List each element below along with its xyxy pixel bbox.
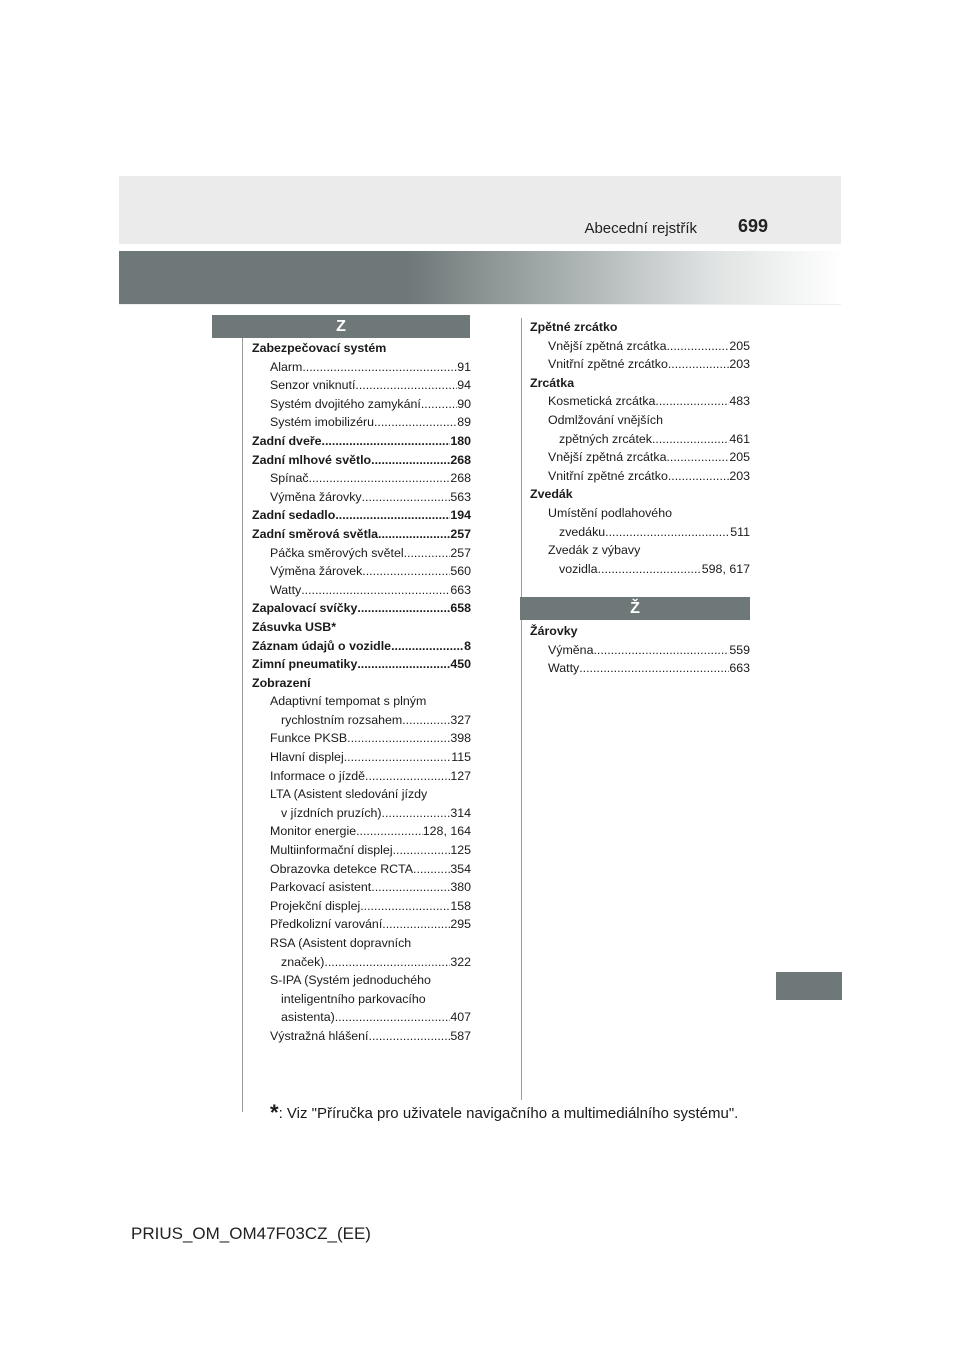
entry-term: Zimní pneumatiky xyxy=(252,657,358,672)
entry-page: 354 xyxy=(450,861,471,876)
dot-leader xyxy=(357,599,450,618)
index-entry xyxy=(252,1008,471,1027)
entry-term: značek) xyxy=(281,954,325,969)
entry-term: Výstražná hlášení xyxy=(270,1028,369,1043)
entry-term: asistenta) xyxy=(281,1010,335,1025)
entry-page: 380 xyxy=(450,880,471,895)
index-entry xyxy=(252,599,471,618)
entry-term: Monitor energie xyxy=(270,824,357,839)
entry-page: 194 xyxy=(450,508,471,523)
entry-term: Zrcátka xyxy=(530,375,575,390)
index-entry xyxy=(530,411,750,430)
entry-term: zvedáku xyxy=(559,524,606,539)
index-entry xyxy=(252,729,471,748)
index-entry xyxy=(252,488,471,507)
entry-term: LTA (Asistent sledování jízdy xyxy=(270,787,428,802)
entry-term: Kosmetická zrcátka xyxy=(548,394,656,409)
index-entry xyxy=(252,971,471,990)
entry-page: 398 xyxy=(450,731,471,746)
entry-term: Předkolizní varování xyxy=(270,917,383,932)
entry-page: 314 xyxy=(450,805,471,820)
index-entry xyxy=(530,318,750,337)
entry-term: zpětných zrcátek xyxy=(559,431,652,446)
entry-page: 587 xyxy=(450,1028,471,1043)
index-entry xyxy=(530,523,750,542)
entry-term: Zadní směrová světla xyxy=(252,526,379,541)
entry-term: Adaptivní tempomat s plným xyxy=(270,694,427,709)
index-entry xyxy=(252,915,471,934)
index-entry xyxy=(252,1027,471,1046)
entry-term: Výměna žárovek xyxy=(270,564,363,579)
index-entry xyxy=(252,358,471,377)
document-code: PRIUS_OM_OM47F03CZ_(EE) xyxy=(131,1224,371,1243)
index-entry xyxy=(530,337,750,356)
dot-leader xyxy=(413,860,450,879)
index-entry xyxy=(252,618,471,637)
index-entry xyxy=(252,990,471,1009)
dot-leader xyxy=(655,392,729,411)
entry-term: Informace o jízdě xyxy=(270,768,366,783)
entry-term: S-IPA (Systém jednoduchého xyxy=(270,973,431,988)
left-column-rule xyxy=(242,334,243,1112)
entry-term: Zabezpečovací systém xyxy=(252,341,387,355)
entry-term: Zapalovací svíčky xyxy=(252,601,358,616)
dot-leader xyxy=(668,467,729,486)
index-column-left xyxy=(252,339,471,1046)
dot-leader xyxy=(421,395,457,414)
entry-page: 461 xyxy=(729,431,750,446)
entry-page: 560 xyxy=(450,564,471,579)
index-entry xyxy=(252,376,471,395)
entry-term: Systém imobilizéru xyxy=(270,415,374,430)
entry-page: 407 xyxy=(450,1010,471,1025)
index-entry xyxy=(252,544,471,563)
entry-term: Vnitřní zpětné zrcátko xyxy=(548,468,668,483)
entry-term: Umístění podlahového xyxy=(548,505,672,520)
entry-page: 257 xyxy=(450,545,471,560)
entry-page: 128, 164 xyxy=(422,824,471,839)
entry-term: Záznam údajů o vozidle xyxy=(252,638,392,653)
index-entry xyxy=(530,560,750,579)
entry-term: Zadní mlhové světlo xyxy=(252,452,372,467)
dot-leader xyxy=(369,1027,451,1046)
index-entry xyxy=(252,339,471,358)
index-entry xyxy=(252,897,471,916)
index-entry xyxy=(252,562,471,581)
entry-term: Vnější zpětná zrcátka xyxy=(548,450,667,465)
entry-term: rychlostním rozsahem xyxy=(281,712,403,727)
index-entry xyxy=(530,392,750,411)
index-entry xyxy=(252,953,471,972)
index-entry xyxy=(252,525,471,544)
entry-page: 203 xyxy=(729,468,750,483)
entry-page: 268 xyxy=(450,452,471,467)
entry-term: Páčka směrových světel xyxy=(270,545,404,560)
entry-page: 450 xyxy=(450,657,471,672)
index-entry xyxy=(252,804,471,823)
letter-header-z: Z xyxy=(212,315,470,338)
entry-term: Odmlžování vnějších xyxy=(548,412,664,427)
entry-page: 203 xyxy=(729,357,750,372)
dot-leader xyxy=(355,376,457,395)
entry-page: 511 xyxy=(730,524,750,539)
entry-term: Zvedák z výbavy xyxy=(548,543,641,558)
entry-term: inteligentního parkovacího xyxy=(281,991,426,1006)
entry-page: 598, 617 xyxy=(701,561,750,576)
entry-term: Výměna xyxy=(548,642,594,657)
index-entry xyxy=(530,641,750,660)
entry-term: Zadní sedadlo xyxy=(252,508,336,523)
dot-leader xyxy=(593,641,729,660)
index-entry xyxy=(530,355,750,374)
dot-leader xyxy=(666,337,729,356)
entry-page: 322 xyxy=(450,954,471,969)
entry-term: Watty xyxy=(270,582,302,597)
entry-page: 663 xyxy=(450,582,471,597)
header-divider xyxy=(119,304,841,305)
index-entry xyxy=(252,934,471,953)
entry-term: Zpětné zrcátko xyxy=(530,320,618,334)
dot-leader xyxy=(335,1008,451,1027)
entry-term: Hlavní displej xyxy=(270,750,344,765)
index-column-right-bottom xyxy=(530,622,750,678)
entry-page: 89 xyxy=(457,415,471,430)
index-entry xyxy=(252,841,471,860)
entry-page: 158 xyxy=(450,898,471,913)
dot-leader xyxy=(322,432,451,451)
dot-leader xyxy=(347,729,450,748)
entry-page: 327 xyxy=(450,712,471,727)
dot-leader xyxy=(668,355,729,374)
footnote xyxy=(270,1100,738,1126)
index-entry xyxy=(252,785,471,804)
entry-page: 127 xyxy=(450,768,471,783)
dot-leader xyxy=(371,451,450,470)
dot-leader xyxy=(382,804,451,823)
dot-leader xyxy=(301,581,450,600)
entry-term: Zvedák xyxy=(530,487,573,502)
dot-leader xyxy=(374,413,457,432)
index-entry xyxy=(252,822,471,841)
index-entry xyxy=(252,674,471,693)
dot-leader xyxy=(344,748,452,767)
center-column-rule xyxy=(521,318,522,1100)
index-entry xyxy=(530,659,750,678)
dot-leader xyxy=(335,506,450,525)
dot-leader xyxy=(402,711,450,730)
index-entry xyxy=(252,711,471,730)
entry-term: Watty xyxy=(548,661,580,676)
entry-page: 483 xyxy=(729,394,750,409)
dot-leader xyxy=(309,469,451,488)
entry-term: Parkovací asistent xyxy=(270,880,372,895)
index-entry xyxy=(530,448,750,467)
entry-page: 90 xyxy=(457,396,471,411)
index-entry xyxy=(252,767,471,786)
dot-leader xyxy=(365,767,450,786)
index-entry xyxy=(530,504,750,523)
index-entry xyxy=(530,467,750,486)
index-entry xyxy=(252,506,471,525)
dot-leader xyxy=(362,562,450,581)
dot-leader xyxy=(598,560,702,579)
dot-leader xyxy=(357,655,450,674)
entry-term: Vnější zpětná zrcátka xyxy=(548,338,667,353)
footnote-text: : Viz "Příručka pro uživatele navigačního a multimediálního systému". xyxy=(278,1105,739,1122)
dot-leader xyxy=(666,448,729,467)
index-entry xyxy=(252,395,471,414)
dot-leader xyxy=(324,953,450,972)
entry-page: 115 xyxy=(451,750,471,765)
entry-page: 125 xyxy=(450,843,471,858)
index-entry xyxy=(252,469,471,488)
dot-leader xyxy=(652,430,729,449)
index-entry xyxy=(252,451,471,470)
entry-term: Vnitřní zpětné zrcátko xyxy=(548,357,668,372)
entry-term: Projekční displej xyxy=(270,898,361,913)
entry-page: 8 xyxy=(464,638,471,653)
entry-page: 295 xyxy=(450,917,471,932)
dot-leader xyxy=(378,525,450,544)
entry-page: 559 xyxy=(729,642,750,657)
dot-leader xyxy=(371,878,450,897)
dot-leader xyxy=(362,488,451,507)
index-entry xyxy=(252,655,471,674)
index-entry xyxy=(530,374,750,393)
entry-page: 663 xyxy=(729,661,750,676)
dot-leader xyxy=(360,897,450,916)
dot-leader xyxy=(302,358,457,377)
index-entry xyxy=(252,637,471,656)
entry-term: Spínač xyxy=(270,471,309,486)
entry-page: 91 xyxy=(457,359,471,374)
entry-term: Výměna žárovky xyxy=(270,489,362,504)
entry-term: Obrazovka detekce RCTA xyxy=(270,861,414,876)
index-entry xyxy=(530,430,750,449)
dot-leader xyxy=(391,637,464,656)
dot-leader xyxy=(356,822,423,841)
dot-leader xyxy=(382,915,450,934)
thumb-index-tab xyxy=(776,972,842,1000)
index-entry xyxy=(252,860,471,879)
index-entry xyxy=(252,748,471,767)
entry-page: 205 xyxy=(729,450,750,465)
entry-page: 268 xyxy=(450,471,471,486)
entry-page: 205 xyxy=(729,338,750,353)
dot-leader xyxy=(404,544,451,563)
gradient-band xyxy=(119,251,841,304)
entry-page: 658 xyxy=(450,601,471,616)
dot-leader xyxy=(579,659,729,678)
entry-term: Žárovky xyxy=(530,624,578,638)
dot-leader xyxy=(605,523,730,542)
footnote-marker: * xyxy=(270,1100,279,1125)
header-band xyxy=(119,176,841,244)
entry-term: Alarm xyxy=(270,359,303,374)
index-entry xyxy=(530,485,750,504)
entry-page: 257 xyxy=(450,526,471,541)
entry-term: v jízdních pruzích) xyxy=(281,805,382,820)
entry-page: 180 xyxy=(450,433,471,448)
entry-term: Multiinformační displej xyxy=(270,843,393,858)
dot-leader xyxy=(393,841,451,860)
entry-term: Zadní dveře xyxy=(252,433,322,448)
index-entry xyxy=(252,878,471,897)
entry-term: RSA (Asistent dopravních xyxy=(270,936,412,950)
entry-term: Zobrazení xyxy=(252,675,311,690)
entry-page: 94 xyxy=(457,378,471,393)
letter-header-zh: Ž xyxy=(520,597,750,620)
index-column-right-top xyxy=(530,318,750,578)
entry-term: vozidla xyxy=(559,561,598,576)
index-entry xyxy=(252,581,471,600)
index-entry xyxy=(252,413,471,432)
entry-term: Systém dvojitého zamykání xyxy=(270,396,421,411)
entry-term: Funkce PKSB xyxy=(270,731,348,746)
index-entry xyxy=(530,541,750,560)
entry-term: Zásuvka USB* xyxy=(252,619,337,634)
index-entry xyxy=(252,692,471,711)
entry-term: Senzor vniknutí xyxy=(270,378,356,393)
index-entry xyxy=(252,432,471,451)
entry-page: 563 xyxy=(450,489,471,504)
section-title: Abecední rejstřík xyxy=(584,220,697,237)
page-number: 699 xyxy=(738,216,769,236)
index-entry xyxy=(530,622,750,641)
